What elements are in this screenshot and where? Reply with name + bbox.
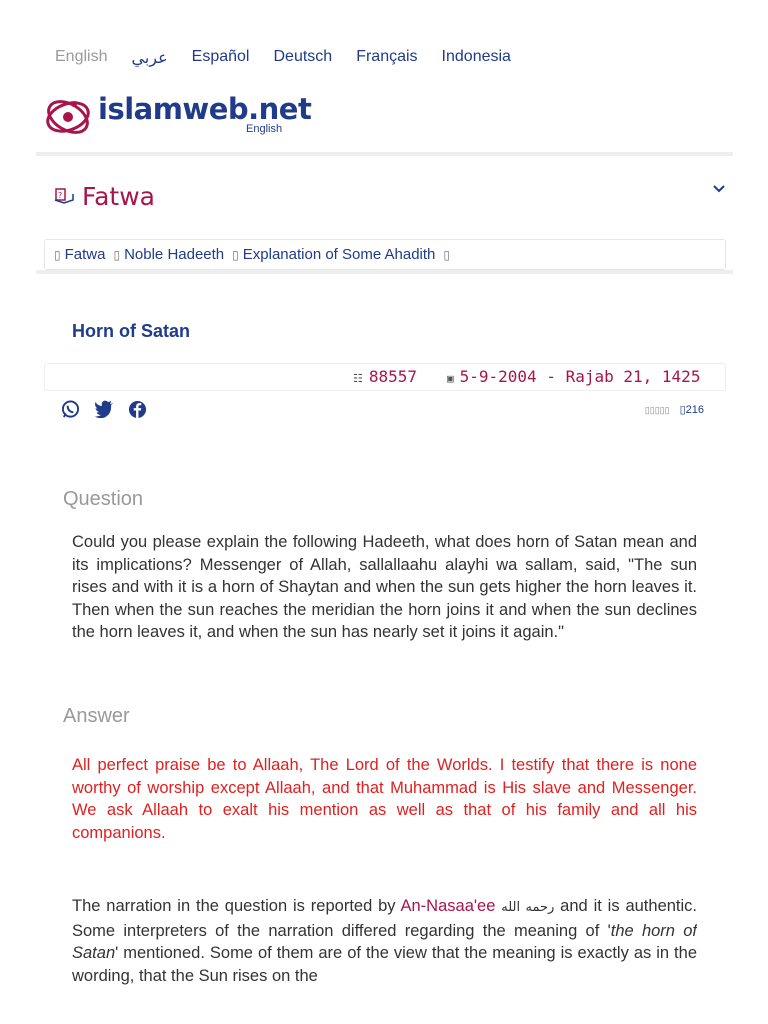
breadcrumb-explanation[interactable]: Explanation of Some Ahadith	[242, 246, 436, 263]
question-label: Question	[63, 488, 144, 510]
fatwa-meta	[44, 363, 726, 391]
chevron-down-icon[interactable]	[712, 184, 726, 194]
view-count	[645, 403, 704, 416]
arabic-honorific: رحمه الله	[501, 900, 555, 915]
logo-text: islamweb.net	[98, 92, 312, 126]
answer-body	[72, 895, 697, 987]
fatwa-number: 88557	[368, 367, 418, 386]
narrator-link[interactable]: An-Nasaa'ee	[400, 897, 496, 915]
fatwa-book-icon	[54, 187, 74, 205]
breadcrumb-separator: ▯	[54, 247, 61, 262]
lang-english[interactable]: English	[55, 48, 108, 65]
question-text: Could you please explain the following Hadeeth, what does horn of Satan mean and its implications? Messenger of Allah, sallallaahu alayhi wa sallam, said, "The sun rises and with it is a horn of Shaytan and when the sun gets higher the horn leaves it. Then when the sun reaches the meridian the horn joins it and when the sun declines the horn leaves it, and when the sun has nearly set it joins it again."	[72, 533, 697, 641]
lang-spanish[interactable]: Español	[191, 48, 250, 65]
page-title: Horn of Satan	[72, 321, 191, 341]
language-bar	[55, 48, 535, 68]
answer-emphasis: the horn of Satan	[72, 921, 697, 962]
twitter-icon[interactable]	[94, 400, 114, 418]
views-value: ▯216	[679, 404, 704, 416]
fatwa-date: 5-9-2004 - Rajab 21, 1425	[459, 367, 701, 386]
lang-french[interactable]: Français	[356, 48, 418, 65]
logo-emblem-icon	[44, 94, 96, 136]
whatsapp-icon[interactable]	[61, 400, 80, 419]
svg-text:?: ?	[58, 191, 63, 200]
breadcrumb-divider	[36, 270, 733, 274]
views-label: ▯▯▯▯▯	[644, 405, 670, 415]
list-number-icon: ☷	[353, 372, 363, 385]
answer-intro: All perfect praise be to Allaah, The Lord of the Worlds. I testify that there is none worthy of worship except Allaah, and that Muhammad is His slave and Messenger. We ask Allaah to exalt his mention as well as that of his family and all his companions.	[72, 756, 697, 842]
breadcrumb	[44, 239, 726, 270]
lang-indonesian[interactable]: Indonesia	[441, 48, 511, 65]
logo-subtitle: English	[246, 123, 283, 135]
answer-text: The narration in the question is reported by	[72, 897, 401, 915]
facebook-icon[interactable]	[128, 400, 147, 419]
breadcrumb-separator: ▯	[113, 247, 121, 262]
section-header[interactable]	[54, 180, 732, 212]
breadcrumb-separator: ▯	[232, 247, 239, 262]
answer-text: ' mentioned. Some of them are of the view that the meaning is exactly as in the wording, that the Sun rises on the	[72, 944, 697, 985]
section-title: Fatwa	[82, 181, 155, 211]
header-divider	[36, 152, 733, 156]
lang-arabic[interactable]: عربي	[131, 50, 168, 67]
breadcrumb-noble-hadeeth[interactable]: Noble Hadeeth	[124, 246, 225, 263]
calendar-icon: ▣	[447, 372, 454, 385]
answer-label: Answer	[63, 705, 130, 727]
breadcrumb-separator: ▯	[443, 247, 451, 262]
breadcrumb-fatwa[interactable]: Fatwa	[64, 246, 106, 263]
site-logo[interactable]	[44, 94, 311, 136]
answer-text: and it is authentic. Some interpreters of the narration differed regarding the meaning of '	[72, 897, 697, 940]
share-bar	[61, 400, 147, 419]
lang-german[interactable]: Deutsch	[273, 48, 333, 65]
